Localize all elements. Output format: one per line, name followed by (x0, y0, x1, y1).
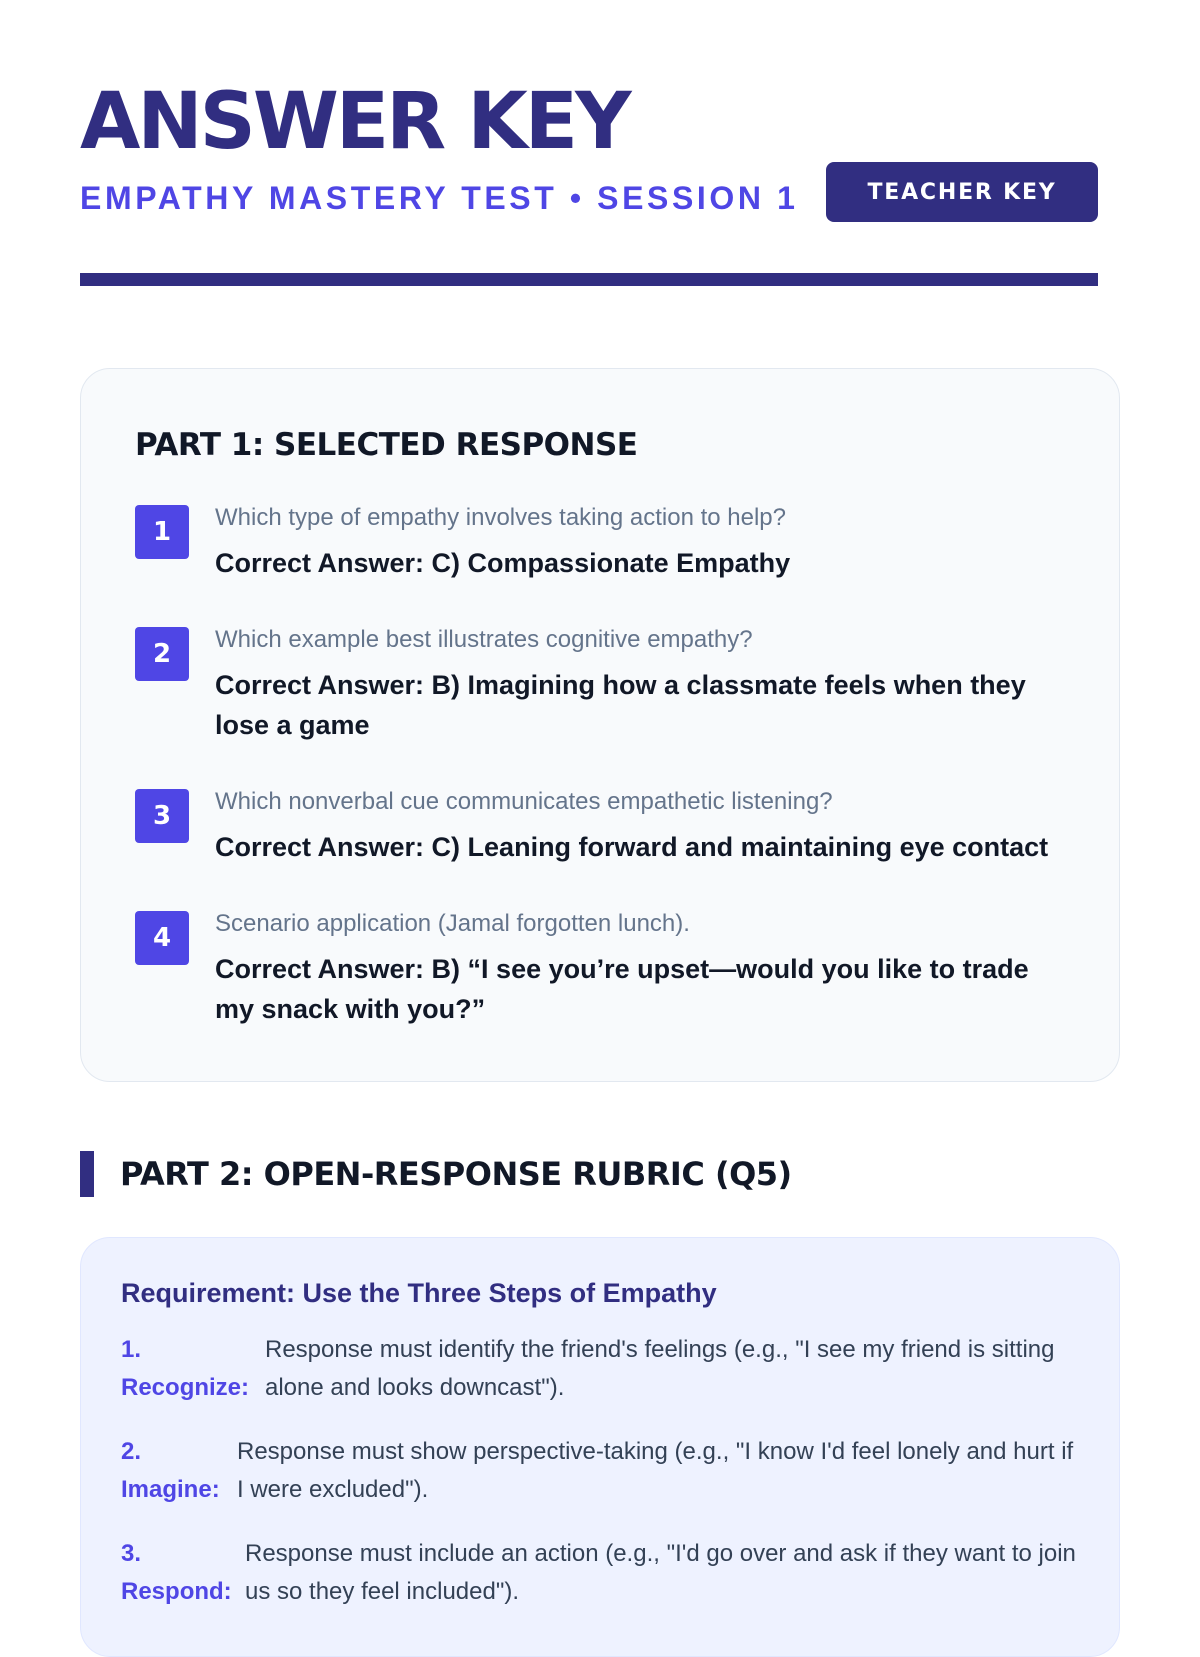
question-item (135, 787, 1065, 867)
question-list (135, 503, 1065, 1029)
correct-answer: Correct Answer: B) “I see you’re upset—would you like to trade my snack with you?” (215, 954, 1029, 1024)
question-text: Which example best illustrates cognitive empathy? (215, 626, 753, 653)
question-number: 4 (135, 911, 189, 965)
correct-answer: Correct Answer: C) Leaning forward and maintaining eye contact (215, 832, 1049, 862)
question-item (135, 909, 1065, 1029)
question-item (135, 625, 1065, 745)
header (80, 0, 1098, 234)
header-divider (80, 273, 1098, 286)
part2-heading: PART 2: OPEN-RESPONSE RUBRIC (Q5) (120, 1155, 792, 1193)
step-text: Response must identify the friend's feelings (e.g., "I see my friend is sitting alone and looks downcast"). (265, 1336, 1055, 1401)
teacher-key-badge: TEACHER KEY (826, 162, 1098, 222)
step-label: 2. Imagine: (121, 1438, 220, 1503)
section-accent-bar (80, 1151, 94, 1197)
part1-heading: PART 1: SELECTED RESPONSE (135, 427, 638, 463)
rubric-requirement: Requirement: Use the Three Steps of Empathy (121, 1278, 717, 1308)
correct-answer: Correct Answer: B) Imagining how a classmate feels when they lose a game (215, 670, 1026, 740)
step-label: 3. Respond: (121, 1540, 232, 1605)
step-label: 1. Recognize: (121, 1336, 250, 1401)
rubric-step (121, 1331, 1079, 1407)
page-title: ANSWER KEY (80, 77, 629, 167)
question-number: 3 (135, 789, 189, 843)
question-text: Which nonverbal cue communicates empathetic listening? (215, 788, 833, 815)
correct-answer: Correct Answer: C) Compassionate Empathy (215, 548, 791, 578)
question-item (135, 503, 1065, 583)
test-subtitle: EMPATHY MASTERY TEST • SESSION 1 (80, 180, 799, 216)
subtitle-row (80, 174, 1098, 234)
question-number: 1 (135, 505, 189, 559)
question-text: Scenario application (Jamal forgotten lunch). (215, 910, 690, 937)
step-text: Response must show perspective-taking (e.g., "I know I'd feel lonely and hurt if I were excluded"). (237, 1438, 1074, 1503)
question-text: Which type of empathy involves taking action to help? (215, 504, 786, 531)
part1-card (80, 368, 1120, 1082)
rubric-card (80, 1237, 1120, 1657)
step-text: Response must include an action (e.g., "I'd go over and ask if they want to join us so they feel included"). (245, 1540, 1076, 1605)
question-number: 2 (135, 627, 189, 681)
rubric-step (121, 1433, 1079, 1509)
